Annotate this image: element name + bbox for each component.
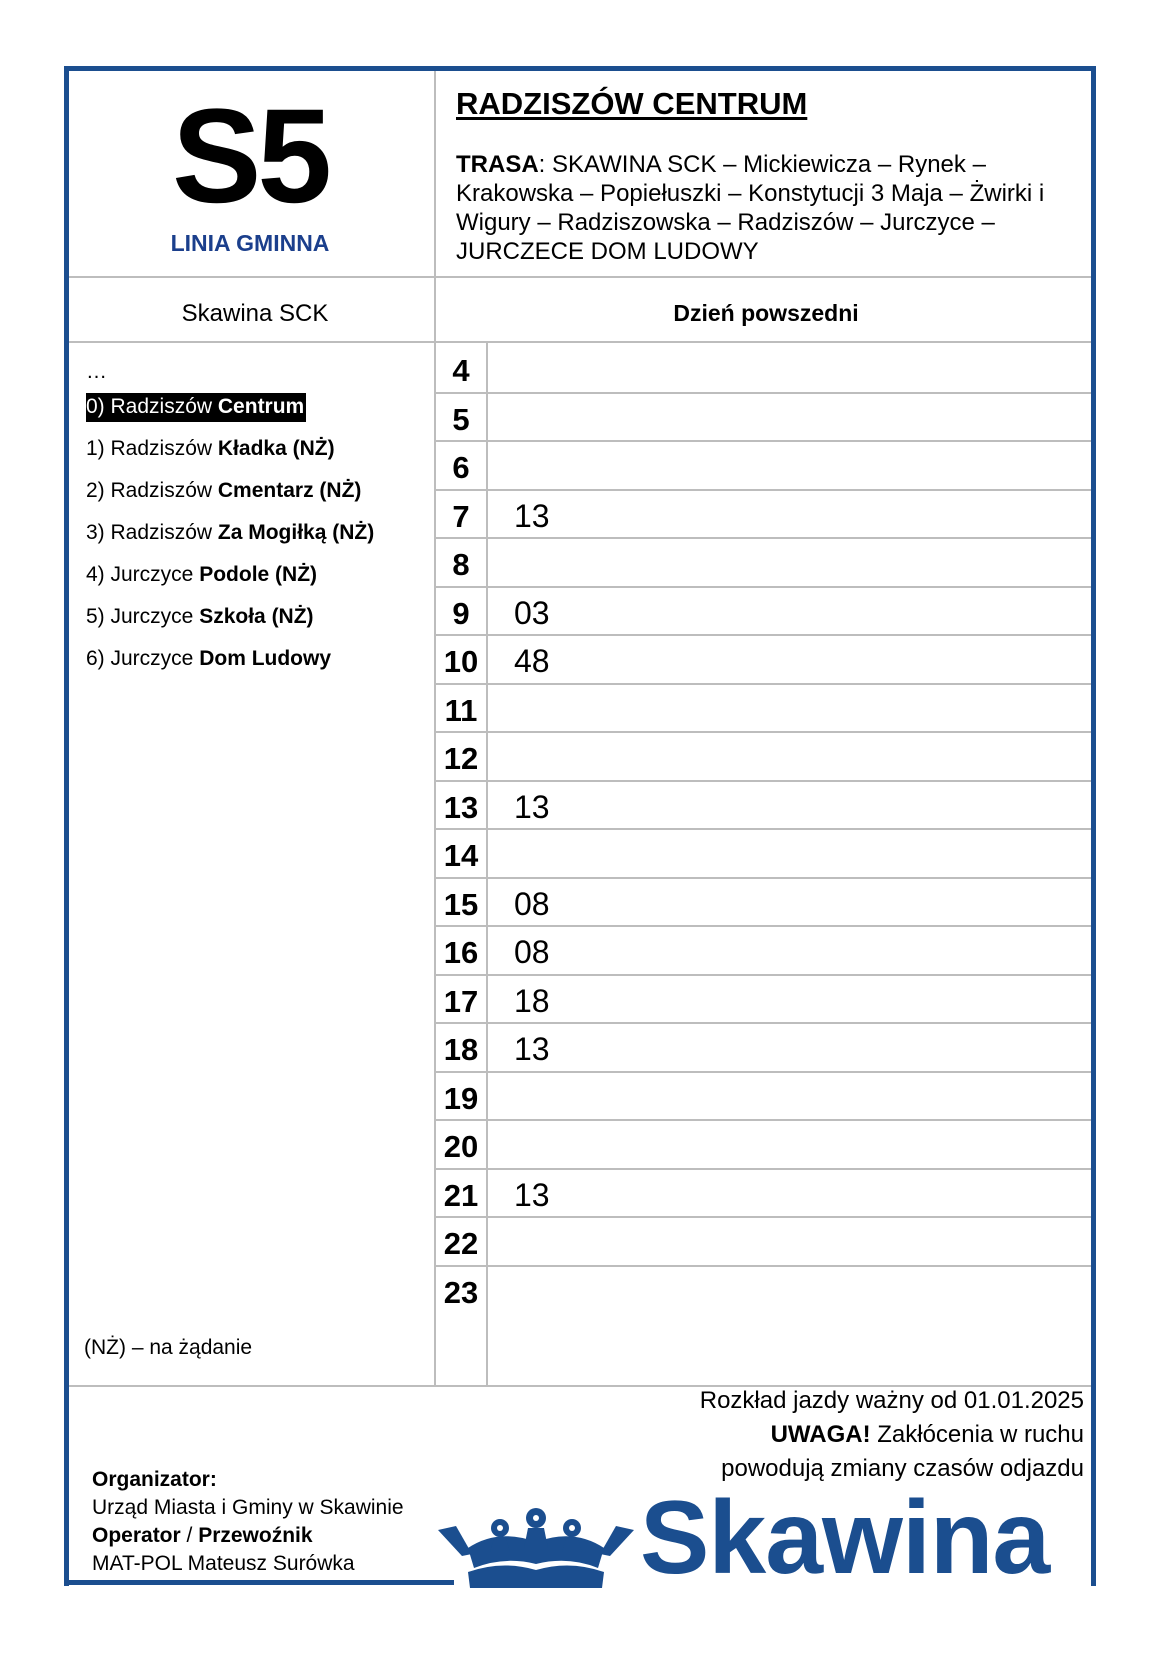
hour-cell: 12: [443, 741, 479, 776]
minutes-cell: 03: [514, 594, 550, 631]
route-description: [456, 150, 1076, 266]
stop-prefix: 6) Jurczyce: [86, 647, 200, 670]
day-type-header: Dzień powszedni: [673, 300, 859, 326]
hour-cell: 5: [452, 401, 470, 437]
operator-label: Operator: [92, 1524, 181, 1547]
crown-icon: [438, 1508, 634, 1588]
stops-list: [86, 360, 426, 686]
footer-blue-rule: [64, 1580, 454, 1585]
hour-cell: 16: [443, 935, 479, 970]
line-type: LINIA GMINNA: [170, 230, 330, 256]
valid-from: Rozkład jazdy ważny od 01.01.2025: [699, 1387, 1084, 1414]
validity-info: [700, 1384, 1084, 1486]
stop-item: [86, 644, 426, 686]
hour-cell: 13: [443, 789, 479, 825]
origin-stop: Skawina SCK: [181, 300, 329, 327]
row-divider: [436, 1265, 1091, 1267]
minutes-cell: 08: [514, 934, 550, 970]
minutes-cell: 13: [514, 788, 550, 825]
line-number: S5: [172, 82, 328, 231]
stop-name: Podole (NŻ): [199, 563, 318, 586]
warning-label: UWAGA!: [770, 1421, 871, 1448]
operator-separator: /: [180, 1524, 199, 1547]
organizer-info: [92, 1466, 404, 1578]
operator-name: MAT-POL Mateusz Surówka: [92, 1552, 355, 1575]
stop-name: Za Mogiłką (NŻ): [217, 521, 375, 544]
stop-title: RADZISZÓW CENTRUM: [456, 86, 808, 121]
minutes-cell: 18: [514, 982, 550, 1019]
minutes-cell: 13: [514, 1176, 550, 1213]
warning-line-2: powodują zmiany czasów odjazdu: [721, 1455, 1084, 1482]
skawina-logo-text: Skawina: [640, 1490, 1050, 1586]
minutes-cell: 13: [514, 497, 550, 534]
minutes-cell: 08: [514, 885, 550, 922]
hour-cell: 9: [452, 595, 470, 631]
stop-item: [86, 518, 426, 560]
route-label: TRASA: [456, 151, 539, 178]
row-divider: [436, 440, 1091, 442]
organizer-label: Organizator:: [92, 1468, 217, 1491]
hour-cell: 14: [443, 838, 479, 873]
stop-item: [86, 476, 426, 518]
hour-cell: 15: [443, 886, 479, 922]
hour-cell: 8: [452, 547, 470, 582]
stop-prefix: 3) Radziszów: [86, 521, 218, 544]
stop-name: Cmentarz (NŻ): [217, 479, 362, 502]
stop-prefix: 0) Radziszów: [86, 395, 218, 418]
header-divider-horizontal: [69, 276, 1091, 278]
hour-cell: 20: [443, 1129, 479, 1164]
carrier-label: Przewoźnik: [198, 1524, 313, 1547]
stop-item: [86, 560, 426, 602]
stop-prefix: 4) Jurczyce: [86, 563, 200, 586]
hour-cell: 10: [443, 644, 479, 679]
route-text: : SKAWINA SCK – Mickiewicza – Rynek – Krakowska – Popiełuszki – Konstytucji 3 Maja – Żwirki i Wigury – Radziszowska – Radziszów – Jurczyce – JURCZECE DOM LUDOWY: [456, 151, 1045, 265]
organizer-name: Urząd Miasta i Gminy w Skawinie: [92, 1496, 404, 1519]
stop-item: [86, 434, 426, 476]
stop-prefix: 5) Jurczyce: [86, 605, 200, 628]
stop-name: Centrum: [217, 395, 305, 418]
hour-cell: 4: [452, 353, 470, 388]
stop-name: Szkoła (NŻ): [199, 605, 314, 628]
stop-item: [86, 602, 426, 644]
warning-line: [700, 1418, 1084, 1452]
hour-minute-divider: [486, 343, 488, 1385]
hour-cell: 6: [452, 450, 470, 485]
hour-cell: 11: [444, 692, 478, 728]
stop-name: Dom Ludowy: [199, 647, 332, 670]
minutes-cell: 48: [514, 643, 550, 679]
row-divider: [436, 1119, 1091, 1121]
warning-text: Zakłócenia w ruchu: [870, 1421, 1084, 1448]
hour-cell: 23: [443, 1274, 479, 1310]
row-divider: [436, 392, 1091, 394]
minutes-cell: 13: [514, 1031, 550, 1067]
hour-cell: 21: [443, 1177, 479, 1213]
hour-cell: 18: [443, 1032, 479, 1067]
hour-cell: 17: [443, 983, 479, 1019]
row-divider: [436, 731, 1091, 733]
on-request-note: (NŻ) – na żądanie: [84, 1336, 253, 1359]
stop-prefix: 1) Radziszów: [86, 437, 218, 460]
hour-cell: 22: [443, 1226, 479, 1261]
stop-prefix: 2) Radziszów: [86, 479, 218, 502]
hour-cell: 7: [452, 498, 470, 534]
subheader-divider: [69, 341, 1091, 343]
hour-cell: 19: [443, 1080, 479, 1116]
stops-ellipsis: …: [86, 360, 107, 383]
stop-name: Kładka (NŻ): [217, 437, 335, 460]
stop-item-current: [86, 392, 426, 434]
